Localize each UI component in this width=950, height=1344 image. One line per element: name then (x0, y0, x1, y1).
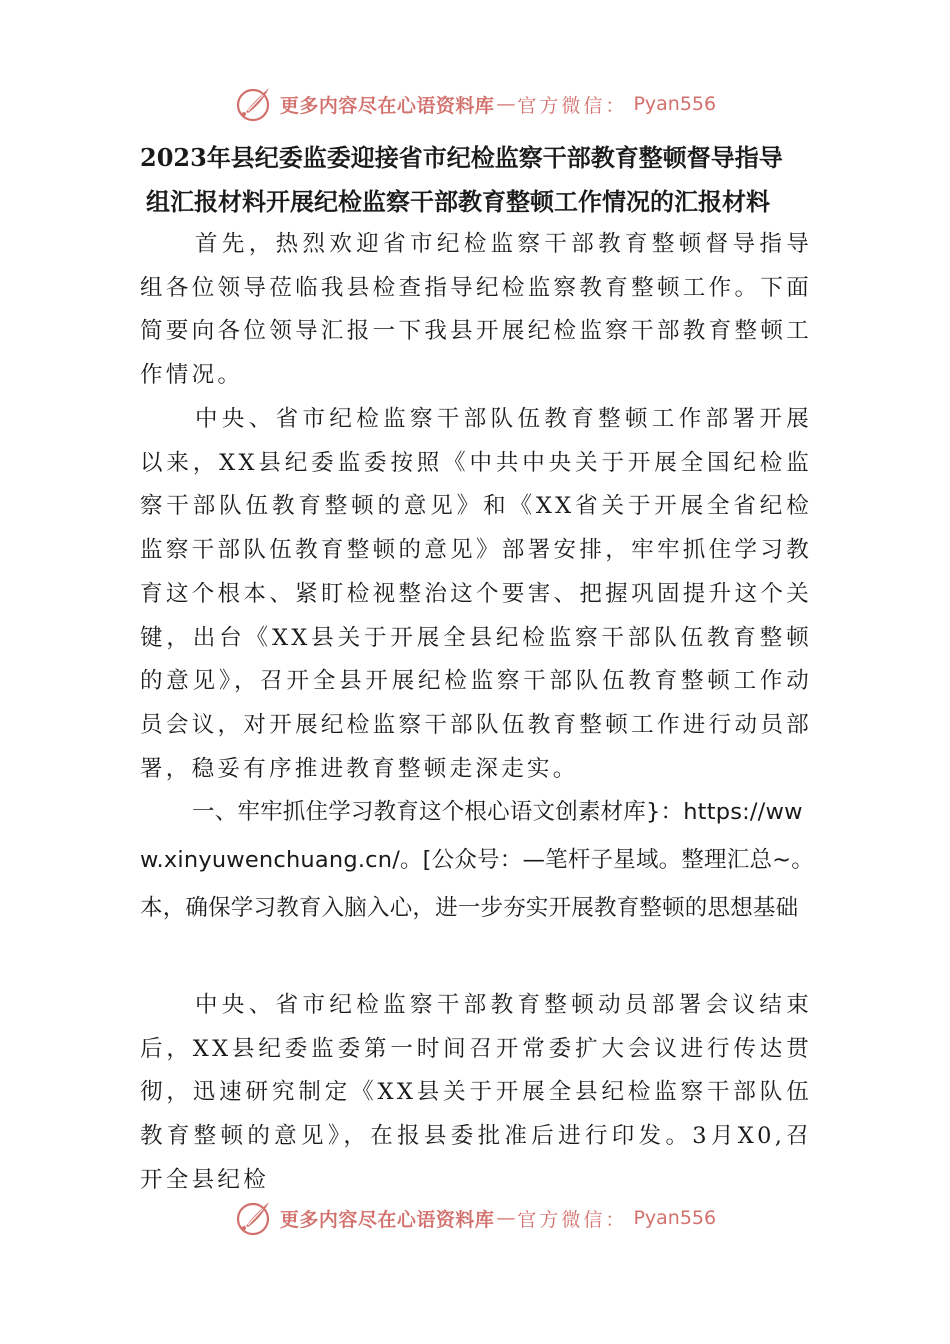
banner-wechat-id: Pyan556 (633, 93, 717, 115)
banner-wechat-label: 官方微信： (517, 1208, 628, 1231)
banner-site-text: 更多内容尽在心语资料库 (279, 1208, 495, 1231)
title-line-1: 2023年县纪委监委迎接省市纪检监察干部教育整顿督导指导 (140, 143, 783, 172)
banner-site-text: 更多内容尽在心语资料库 (279, 94, 495, 117)
banner-wechat-id: Pyan556 (633, 1207, 717, 1229)
banner-separator: — (496, 93, 516, 115)
banner-wechat-label: 官方微信： (517, 94, 628, 117)
background-paragraph: 中央、省市纪检监察干部队伍教育整顿工作部署开展以来，XX县纪委监委按照《中共中央关于开展全国纪检监察干部队伍教育整顿的意见》和《XX省关于开展全省纪检监察干部队伍教育整顿的意见》部署安排，牢牢抓住学习教育这个根本、紧盯检视整治这个要害、把握巩固提升这个关键，出台《XX县关于开展全县纪检监察干部队伍教育整顿的意见》，召开全县开展纪检监察干部队伍教育整顿工作动员会议，对开展纪检监察干部队伍教育整顿工作进行动员部署，稳妥有序推进教育整顿走深走实。 (140, 406, 812, 782)
feather-pen-logo-icon (234, 1198, 274, 1238)
feather-pen-logo-icon (234, 84, 274, 124)
footer-watermark-banner (0, 1196, 950, 1240)
title-line-2: 组汇报材料开展纪检监察干部教育整顿工作情况的汇报材料 (146, 187, 770, 216)
section-1-paragraph: 中央、省市纪检监察干部教育整顿动员部署会议结束后，XX县纪委监委第一时间召开常委扩大会议进行传达贯彻，迅速研究制定《XX县关于开展全县纪检监察干部队伍教育整顿的意见》，在报县委批准后进行印发。3月X0,召开全县纪检 (140, 992, 812, 1193)
intro-paragraph: 首先，热烈欢迎省市纪检监察干部教育整顿督导指导组各位领导莅临我县检查指导纪检监察教育整顿工作。下面简要向各位领导汇报一下我县开展纪检监察干部教育整顿工作情况。 (140, 231, 812, 389)
header-watermark-banner (0, 82, 950, 126)
banner-separator: — (496, 1207, 516, 1229)
document-title (140, 136, 820, 224)
section-heading-1: 一、牢牢抓住学习教育这个根心语文创素材库}：https://www.xinyuwenchuang.cn/。[公众号：—笔杆子星域。整理汇总~。本，确保学习教育入脑入心，进一步夯实开展教育整顿的思想基础 (140, 799, 814, 921)
